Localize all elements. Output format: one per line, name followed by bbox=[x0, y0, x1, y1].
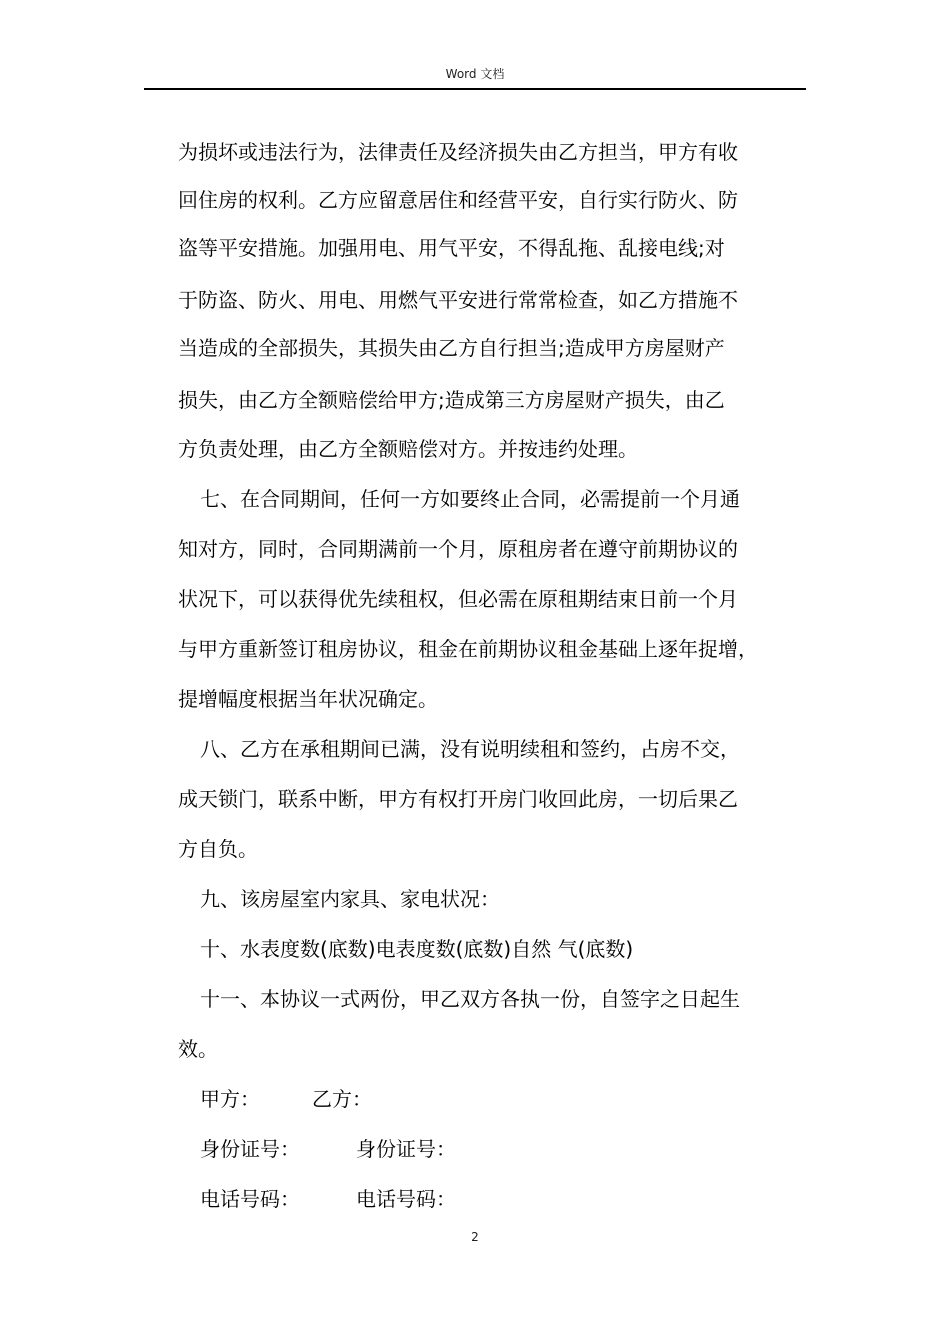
id-number-a-label: 身份证号： bbox=[200, 1137, 300, 1161]
body-line: 为损坏或违法行为，法律责任及经济损失由乙方担当，甲方有收 bbox=[178, 140, 738, 164]
body-line: 损失，由乙方全额赔偿给甲方;造成第三方房屋财产损失，由乙 bbox=[178, 388, 725, 412]
body-line: 方负责处理，由乙方全额赔偿对方。并按违约处理。 bbox=[178, 437, 638, 461]
body-line: 方自负。 bbox=[178, 837, 258, 861]
body-line: 知对方，同时，合同期满前一个月，原租房者在遵守前期协议的 bbox=[178, 537, 738, 561]
header-rule bbox=[144, 88, 806, 90]
party-b-label: 乙方： bbox=[312, 1087, 372, 1111]
body-line: 九、该房屋室内家具、家电状况： bbox=[200, 887, 500, 911]
body-line: 回住房的权利。乙方应留意居住和经营平安，自行实行防火、防 bbox=[178, 188, 738, 212]
party-a-label: 甲方： bbox=[200, 1087, 260, 1111]
body-line: 效。 bbox=[178, 1037, 218, 1061]
body-line: 状况下，可以获得优先续租权，但必需在原租期结束日前一个月 bbox=[178, 587, 738, 611]
body-line: 于防盗、防火、用电、用燃气平安进行常常检查，如乙方措施不 bbox=[178, 288, 738, 312]
page-number: 2 bbox=[471, 1230, 479, 1244]
body-line: 七、在合同期间，任何一方如要终止合同，必需提前一个月通 bbox=[200, 487, 740, 511]
id-number-b-label: 身份证号： bbox=[356, 1137, 456, 1161]
body-line: 与甲方重新签订租房协议，租金在前期协议租金基础上逐年捉增， bbox=[178, 637, 758, 661]
phone-number-b-label: 电话号码： bbox=[356, 1187, 456, 1211]
body-line: 成天锁门，联系中断，甲方有权打开房门收回此房，一切后果乙 bbox=[178, 787, 738, 811]
body-line: 盗等平安措施。加强用电、用气平安，不得乱拖、乱接电线;对 bbox=[178, 236, 725, 260]
body-line: 十、水表度数(底数)电表度数(底数)自然 气(底数) bbox=[200, 937, 634, 961]
phone-number-a-label: 电话号码： bbox=[200, 1187, 300, 1211]
body-line: 提增幅度根据当年状况确定。 bbox=[178, 687, 438, 711]
body-line: 当造成的全部损失，其损失由乙方自行担当;造成甲方房屋财产 bbox=[178, 336, 725, 360]
body-line: 十一、本协议一式两份，甲乙双方各执一份，自签字之日起生 bbox=[200, 987, 740, 1011]
page-header: Word 文档 bbox=[445, 67, 505, 81]
body-line: 八、乙方在承租期间已满，没有说明续租和签约，占房不交， bbox=[200, 737, 740, 761]
